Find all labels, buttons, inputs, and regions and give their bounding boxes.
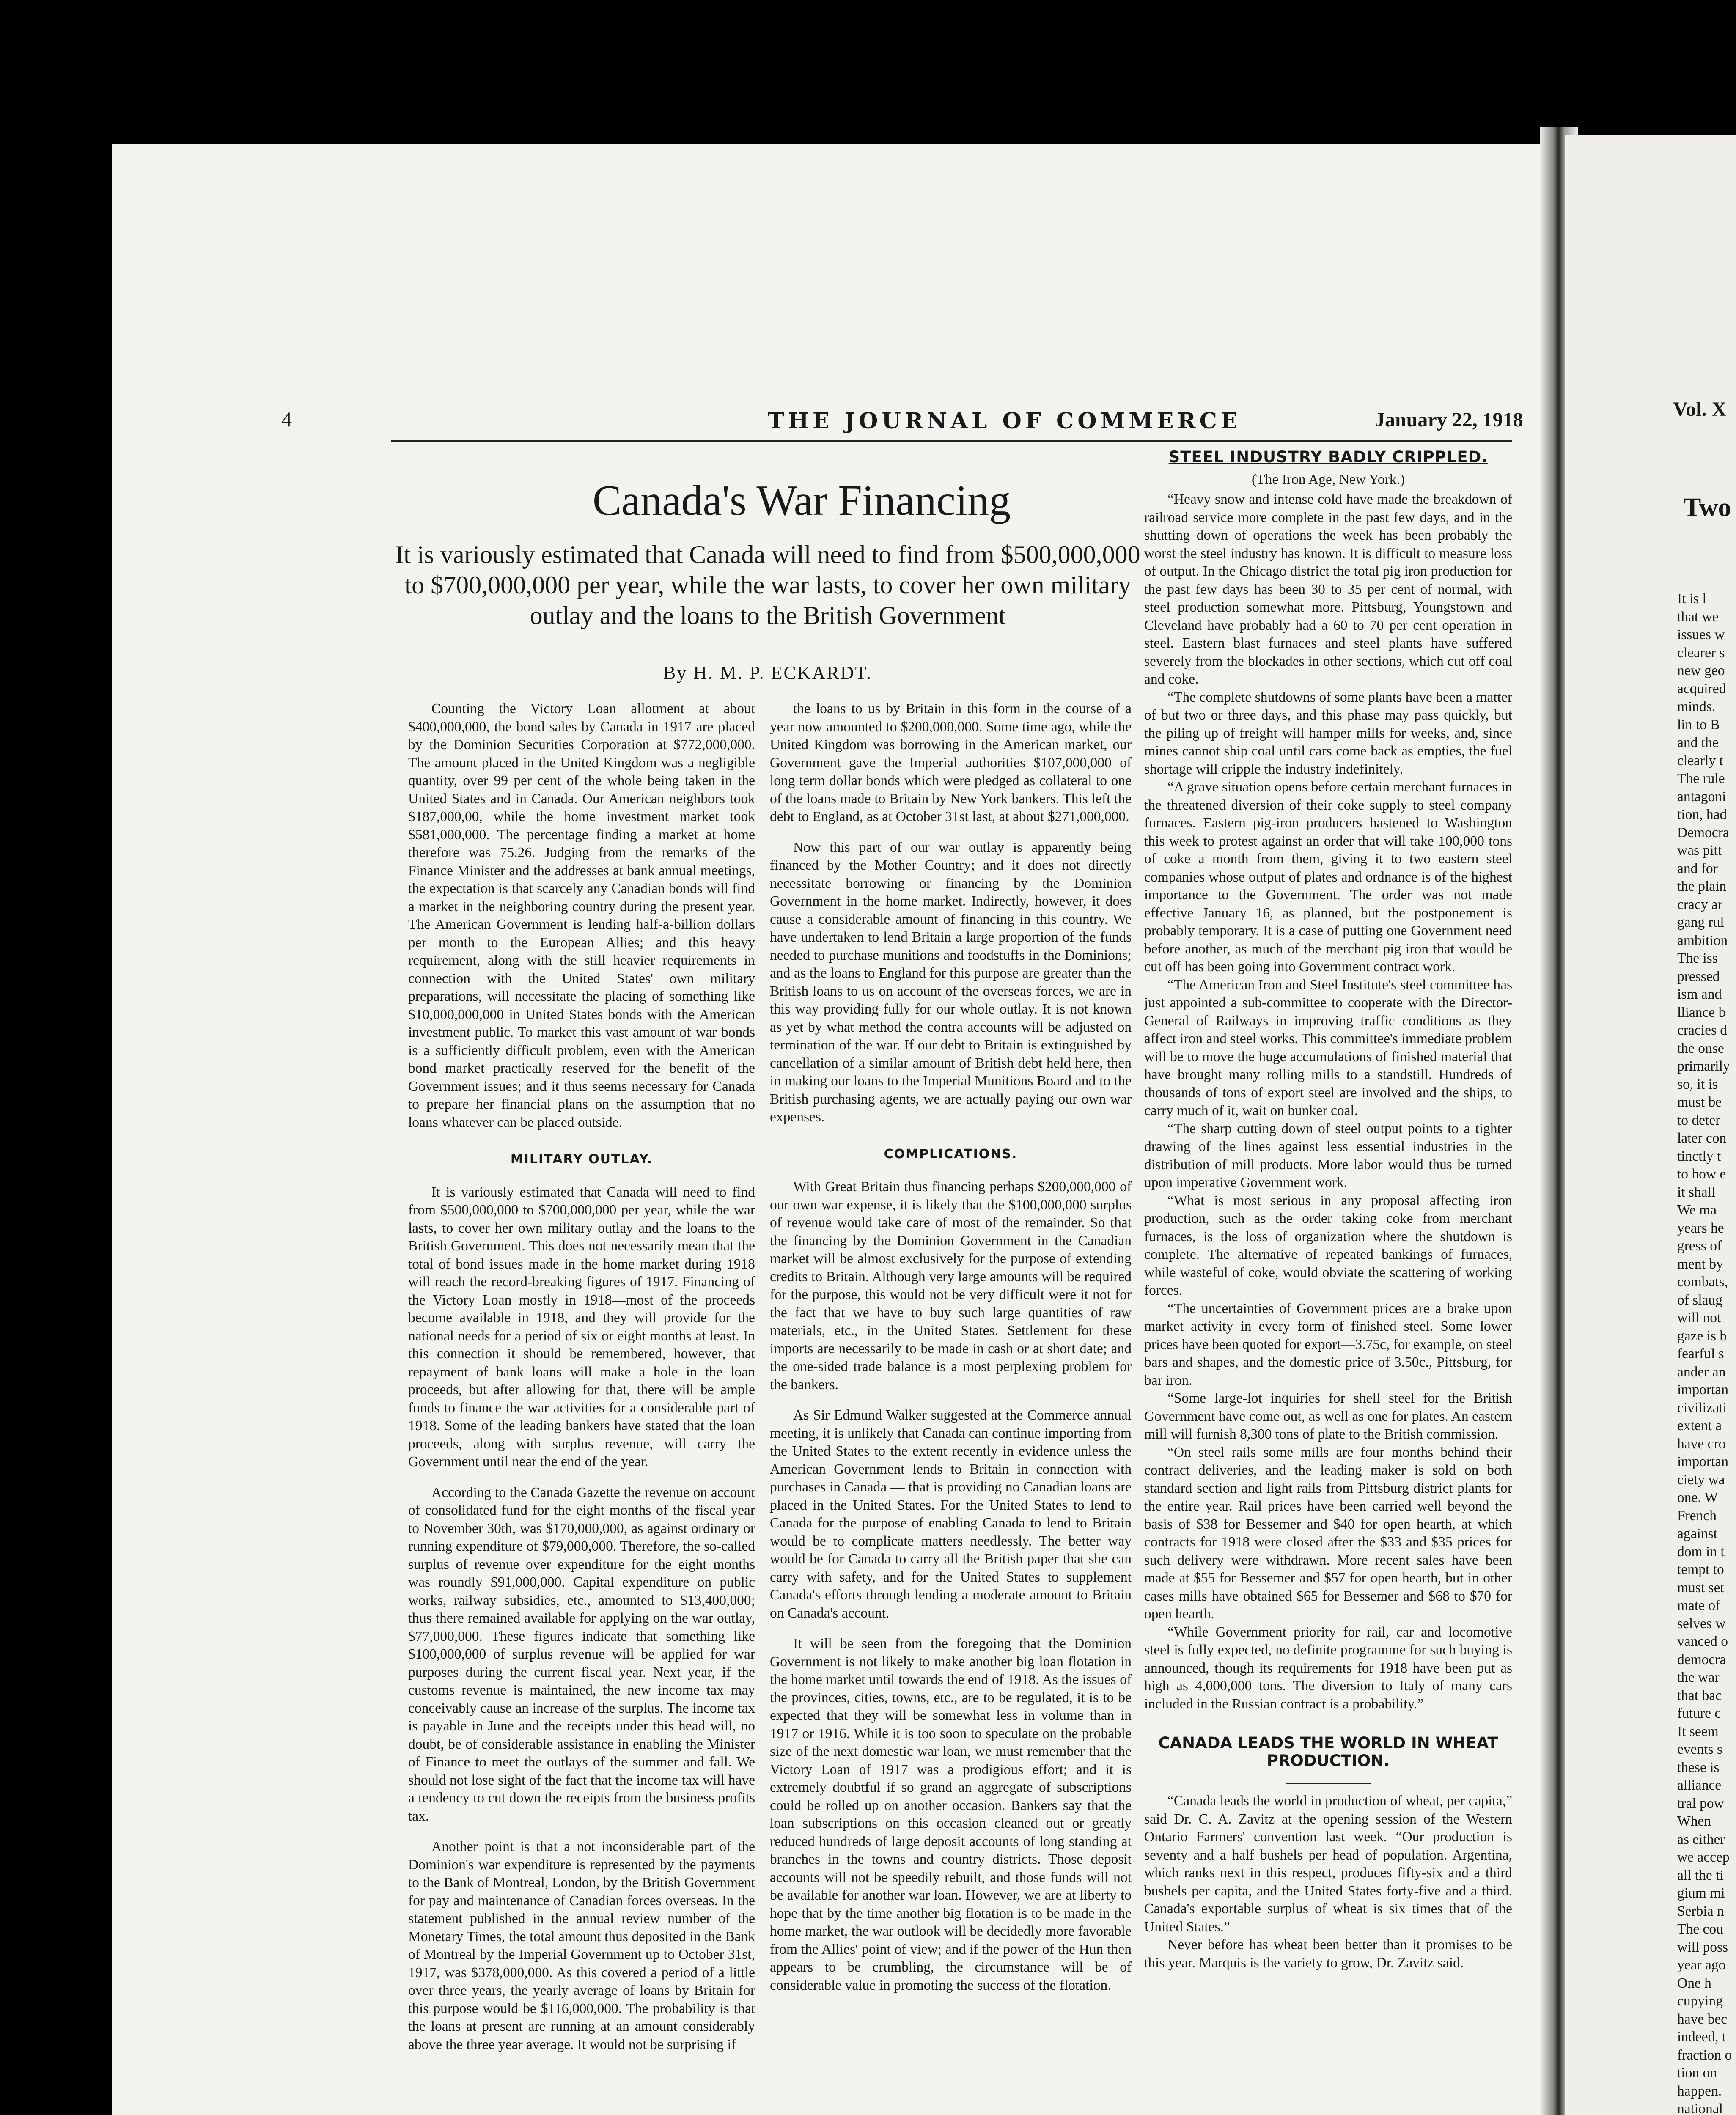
next-page-line: that we: [1677, 609, 1719, 625]
paragraph: With Great Britain thus financing perhaps $200,000,000 of our own war expense, it is likely that the $100,000,000 surplus of revenue would take care of most of the remainder. So that the financing by the Dominion Government in the Canadian market will be almost exclusively for the purpose of extending credits to Britain. Although very large amounts will be required for the purpose, this would not be very difficult were it not for the fact that we have to buy such large quantities of raw materials, etc., in the United States. Settlement for these imports are necessarily to be made in cash or at short date; and the one-sided trade balance is a most perplexing problem for the bankers.: [770, 1179, 1132, 1393]
next-page-line: It seem: [1677, 1723, 1719, 1739]
next-page-line: national: [1677, 2101, 1723, 2115]
next-page-line: against: [1677, 1526, 1717, 1541]
next-page-line: must be: [1677, 1094, 1722, 1110]
paragraph: “Heavy snow and intense cold have made the breakdown of railroad service more complete in the past few days, and in the shutting down of operations the week has been probably the worst the steel industry has known. It is difficult to measure loss of output. In the Chicago district the total pig iron production for the past few days has been 30 to 35 per cent of normal, with steel production somewhat more. Pittsburg, Youngstown and Cleveland have probably had a 60 to 70 per cent operation in steel. Eastern blast furnaces and steel plants have suffered severely from the blockades in other sections, which cut off coal and coke.: [1144, 492, 1512, 687]
next-page-line: cracies d: [1677, 1022, 1728, 1038]
next-page-line: and for: [1677, 860, 1718, 876]
paragraph: “The complete shutdowns of some plants have been a matter of but two or three days, and this phase may pass quickly, but the piling up of freight will hamper mills for weeks, and, since mines cannot ship coal until cars come back as empties, the fuel shortage will cripple the industry indefinitely.: [1144, 689, 1512, 777]
next-page-line: combats,: [1677, 1274, 1728, 1290]
next-page-line: vanced o: [1677, 1634, 1728, 1649]
issue-date: January 22, 1918: [1375, 409, 1523, 431]
next-page-line: It is l: [1677, 591, 1706, 607]
next-page-line: We ma: [1677, 1202, 1717, 1218]
next-page-line: we accep: [1677, 1849, 1730, 1865]
wheat-headline: CANADA LEADS THE WORLD IN WHEAT PRODUCTION.: [1158, 1734, 1498, 1770]
next-page-line: later con: [1677, 1130, 1727, 1146]
next-page-line: importan: [1677, 1454, 1728, 1470]
steel-headline: STEEL INDUSTRY BADLY CRIPPLED.: [1168, 448, 1488, 466]
next-page-line: ism and: [1677, 986, 1722, 1002]
column-3: [1144, 448, 1512, 1972]
paragraph: “What is most serious in any proposal affecting iron production, such as the order taking coke from merchant furnaces, is the loss of organization where the shutdown is complete. The alternative of repeated bankings of furnaces, while wasteful of coke, would obviate the scattering of working forces.: [1144, 1192, 1512, 1298]
next-page-line: to how e: [1677, 1166, 1726, 1182]
paragraph: It is variously estimated that Canada will need to find from $500,000,000 to $700,000,000 per year, while the war lasts, to cover her own military outlay and the loans to the British Government. This does not necessarily mean that the total of bond issues made in the home market during 1918 will reach the record-breaking figures of 1917. Financing of the Victory Loan mostly in 1918—most of the proceeds become available in 1918, and they will provide for the national needs for a period of six or eight months at least. In this connection it should be remembered, however, that repayment of bank loans will make a hole in the loan proceeds, but after allowing for that, there will be ample funds to finance the war activities for a considerable part of 1918. Some of the leading bankers have stated that the loan proceeds, along with surplus revenue, will carry the Government until near the end of the year.: [408, 1184, 755, 1470]
next-page-line: the war: [1677, 1670, 1720, 1685]
paragraph: Never before has wheat been better than it promises to be this year. Marquis is the variety to grow, Dr. Zavitz said.: [1144, 1937, 1512, 1971]
next-page-line: gaze is b: [1677, 1328, 1727, 1344]
next-page-line: happen.: [1677, 2083, 1722, 2099]
next-page-line: cracy ar: [1677, 896, 1722, 912]
paragraph: “The uncertainties of Government prices are a brake upon market activity in every form of finished steel. Some lower prices have been quoted for export—3.75c, for example, on steel bars and shapes, and the domestic price of 3.50c., Pittsburg, for bar iron.: [1144, 1300, 1512, 1388]
column-2: [770, 700, 1132, 1994]
steel-source: (The Iron Age, New York.): [1252, 471, 1405, 487]
next-page-line: the onse: [1677, 1040, 1724, 1056]
next-page-line: ment by: [1677, 1256, 1723, 1272]
next-page-line: acquired: [1677, 681, 1726, 697]
next-page-line: The iss: [1677, 950, 1718, 966]
section-heading-complications: COMPLICATIONS.: [884, 1146, 1018, 1162]
next-page-line: lliance b: [1677, 1004, 1726, 1020]
paragraph: Another point is that a not inconsiderable part of the Dominion's war expenditure is represented by the payments to the Bank of Montreal, London, by the British Government for pay and maintenance of Canadian forces overseas. In the statement published in the annual review number of the Monetary Times, the total amount thus deposited in the Bank of Montreal by the Imperial Government up to October 31st, 1917, was $378,000,000. As this covered a period of a little over three years, the yearly average of loans by Britain for this purpose would be $116,000,000. The probability is that the loans at present are running at an amount considerably above the three year average. It would not be surprising if: [408, 1839, 755, 2052]
next-page-line: and the: [1677, 735, 1719, 750]
next-page-line: lin to B: [1677, 717, 1720, 733]
next-page-line: tinctly t: [1677, 1148, 1721, 1164]
next-page-line: clearer s: [1677, 645, 1725, 661]
next-page-line: Serbia n: [1677, 1903, 1724, 1919]
next-page-line: dom in t: [1677, 1544, 1725, 1560]
next-page-line: tral pow: [1677, 1795, 1724, 1811]
next-page-line: events s: [1677, 1741, 1722, 1757]
next-page-line: importan: [1677, 1382, 1728, 1398]
next-page-line: it shall: [1677, 1184, 1716, 1200]
paragraph: “The American Iron and Steel Institute's steel committee has just appointed a sub-committee to cooperate with the Director-General of Railways in improving traffic conditions as they affect iron and steel works. This committee's immediate problem will be to move the huge accumulations of finished material that have brought many rolling mills to a standstill. Hundreds of thousands of tons of export steel are involved and the ships, to carry much of it, wait on bunker coal.: [1144, 977, 1512, 1118]
next-page-line: French: [1677, 1508, 1717, 1524]
next-page-line: will not: [1677, 1310, 1721, 1326]
next-page-line: have cro: [1677, 1436, 1726, 1452]
next-page-line: issues w: [1677, 627, 1725, 643]
next-page-line: clearly t: [1677, 753, 1723, 769]
next-page-title: Two: [1684, 493, 1731, 522]
next-page-line: tempt to: [1677, 1562, 1724, 1577]
next-page-line: the plain: [1677, 879, 1727, 894]
next-page-line: antagoni: [1677, 788, 1726, 805]
next-page-line: primarily: [1677, 1058, 1730, 1074]
next-page-line: mate of: [1677, 1598, 1720, 1613]
section-heading-military: MILITARY OUTLAY.: [510, 1152, 653, 1167]
paragraph: “Some large-lot inquiries for shell steel for the British Government have come out, as well as one for plates. An eastern mill will furnish 8,300 tons of plate to the British commission.: [1144, 1390, 1512, 1442]
paragraph: As Sir Edmund Walker suggested at the Commerce annual meeting, it is unlikely that Canada can continue importing from the United States to the extent recently in evidence unless the American Government lends to Britain in connection with purchases in Canada — that is providing no Canadian loans are placed in the United States. For the United States to lend to Canada for the purpose of enabling Canada to lend to Britain would be to complicate matters needlessly. The better way would be for Canada to carry all the British paper that she can carry with safety, and for the United States to supplement Canada's efforts through lending a moderate amount to Britain on Canada's account.: [770, 1407, 1132, 1621]
paragraph: According to the Canada Gazette the revenue on account of consolidated fund for the eight months of the fiscal year to November 30th, was $170,000,000, as against ordinary or running expenditure of $79,000,000. Therefore, the so-called surplus of revenue over expenditure for the eight months was roundly $91,000,000. Capital expenditure on public works, railway subsidies, etc., amounted to $13,400,000; thus there remained available for applying on the war outlay, $77,000,000. These figures indicate that something like $100,000,000 of surplus revenue will be applied for war purposes during the current fiscal year. Next year, if the customs revenue is maintained, the new income tax may conceivably cause an increase of the surplus. The income tax is payable in June and the receipts under this head will, no doubt, be of considerable assistance in enabling the Minister of Finance to meet the outlays of the summer and fall. We should not lose sight of the fact that the income tax will have a tendency to cut down the receipts from the business profits tax.: [408, 1484, 755, 1824]
next-page-line: pressed: [1677, 968, 1720, 984]
next-page-line: gium mi: [1677, 1885, 1725, 1901]
next-page-line: all the ti: [1677, 1867, 1724, 1883]
next-page-volume: Vol. X: [1673, 398, 1727, 420]
next-page-line: democra: [1677, 1651, 1726, 1667]
paragraph: “While Government priority for rail, car and locomotive steel is fully expected, no definite programme for such buying is announced, though its requirements for 1918 have been put as high as 4,000,000 tons. The diversion to Italy of many cars included in the Russian contract is a probability.”: [1144, 1624, 1512, 1712]
paragraph: It will be seen from the foregoing that the Dominion Government is not likely to make another big loan flotation in the home market until towards the end of 1918. As the issues of the provinces, cities, towns, etc., are to be regulated, it is to be expected that they will be somewhat less in volume than in 1917 or 1916. While it is too soon to speculate on the probable size of the next domestic war loan, we must remember that the Victory Loan of 1917 was a prodigious effort; and it is extremely doubtful if so grand an aggregate of subscriptions could be rolled up on another occasion. Bankers say that the loan subscriptions on this occasion cleaned out or greatly reduced hundreds of large deposit accounts of long standing at branches in the towns and country districts. Those deposit accounts will not be speedily rebuilt, and those funds will not be available for another war loan. However, we are at liberty to hope that by the time another big flotation is to be made in the home market, the war outlook will be decidedly more favorable from the Allies' point of view; and if the power of the Hun then appears to be crumbling, the circumstance will be of considerable value in promoting the success of the flotation.: [770, 1636, 1132, 1993]
paragraph: “A grave situation opens before certain merchant furnaces in the threatened diversion of their coke supply to steel company furnaces. Eastern pig-iron producers hastened to Washington this week to protest against an order that will take 100,000 tons of coke a month from them, giving it to two eastern steel companies whose output of plates and ordnance is of the highest importance to the Government. The order was not made effective January 16, as planned, but the postponement is probably temporary. It is a case of putting one Government need before another, as much of the merchant pig iron that would be cut off has been going into Government contract work.: [1144, 779, 1512, 975]
next-page-line: alliance: [1677, 1777, 1722, 1793]
next-page-line: Democra: [1677, 824, 1729, 841]
newspaper-page: [112, 144, 1552, 2115]
next-page-line: gress of: [1677, 1238, 1722, 1254]
masthead: THE JOURNAL OF COMMERCE: [768, 408, 1242, 434]
next-page-text-fragments: [1677, 590, 1736, 2115]
next-page-line: The cou: [1677, 1921, 1723, 1937]
next-page-line: tion on: [1677, 2065, 1717, 2081]
next-page-line: new geo: [1677, 663, 1725, 678]
next-page-line: ander an: [1677, 1364, 1726, 1380]
next-page-line: will poss: [1677, 1939, 1728, 1955]
next-page-line: was pitt: [1677, 843, 1722, 858]
next-page-line: so, it is: [1677, 1076, 1718, 1092]
column-1-top: [408, 700, 755, 2054]
next-page-line: these is: [1677, 1759, 1720, 1775]
next-page-line: future c: [1677, 1706, 1721, 1721]
next-page-line: one. W: [1677, 1490, 1718, 1505]
article-byline: By H. M. P. ECKARDT.: [663, 662, 873, 683]
next-page-line: that bac: [1677, 1687, 1722, 1703]
paragraph: “Canada leads the world in production of wheat, per capita,” said Dr. C. A. Zavitz at the opening session of the Western Ontario Farmers' convention last week. “Our production is seventy and a half bushels per head of population. Argentina, which ranks next in this respect, produces fifty-six and a third bushels per capita, and the United States forty-five and a third. Canada's exportable surplus of wheat is six times that of the United States.”: [1144, 1793, 1512, 1935]
headline-rule: [1286, 1783, 1371, 1784]
paragraph: Counting the Victory Loan allotment at about $400,000,000, the bond sales by Canada in 1917 are placed by the Dominion Securities Corporation at $772,000,000. The amount placed in the United Kingdom was a negligible quantity, over 99 per cent of the whole being taken in the United States and in Canada. Our American neighbors took $187,000,00, while the home investment market took $581,000,000. The percentage finding a market at home therefore was 75.26. Judging from the remarks of the Finance Minister and the addresses at bank annual meetings, the expectation is that scarcely any Canadian bonds will find a market in the neighboring country during the present year. The American Government is lending half-a-billion dollars per month to the European Allies; and this heavy requirement, along with the still heavier requirements in connection with the United States' own military preparations, will necessitate the placing of something like $10,000,000,000 in United States bonds with the American investment public. To market this vast amount of war bonds is a sufficiently difficult problem, even with the American bond market practically reserved for the benefit of the Government issues; and it thus seems necessary for Canada to prepare her financial plans on the assumption that no loans whatever can be placed outside.: [408, 701, 755, 1130]
next-page-line: years he: [1677, 1220, 1724, 1236]
next-page-line: have bec: [1677, 2011, 1728, 2027]
page-number: 4: [281, 407, 292, 431]
next-page-line: fraction o: [1677, 2047, 1732, 2063]
paragraph: Now this part of our war outlay is apparently being financed by the Mother Country; and it does not directly necessitate borrowing or financing by the Dominion Government in the home market. Indirectly, however, it does cause a considerable amount of financing in this country. We have undertaken to lend Britain a large proportion of the funds needed to purchase munitions and foodstuffs in the Dominions; and as the loans to England for this purpose are greater than the British loans to us on account of the overseas forces, we are in this way providing fully for our whole outlay. It is not known as yet by what method the contra accounts will be adjusted on termination of the war. If our debt to Britain is extinguished by cancellation of a similar amount of British debt held here, then in making our loans to the Imperial Munitions Board and to the British purchasing agents, we are actually paying our own war expenses.: [770, 839, 1132, 1125]
next-page-line: fearful s: [1677, 1346, 1724, 1362]
article-title: Canada's War Financing: [592, 477, 1011, 525]
header-rule: [391, 440, 1512, 442]
next-page-line: as either: [1677, 1831, 1725, 1847]
paragraph: “On steel rails some mills are four months behind their contract deliveries, and the leading maker is sold on both standard section and light rails from Pittsburg district plants for the entire year. Rail prices have been carried well beyond the basis of $38 for Bessemer and $40 for open hearth, at which contracts for 1918 were closed after the $33 and $35 prices for such delivery were withdrawn. More recent sales have been made at $55 for Bessemer and $57 for open hearth, but in other cases mills have obtained $65 for Bessemer and $68 to $70 for open hearth.: [1144, 1444, 1512, 1622]
next-page-line: to deter: [1677, 1112, 1720, 1128]
next-page-line: The rule: [1677, 771, 1725, 786]
next-page-line: must set: [1677, 1579, 1724, 1596]
next-page-line: minds.: [1677, 699, 1716, 714]
next-page-line: civilizati: [1677, 1400, 1727, 1416]
next-page-line: One h: [1677, 1975, 1711, 1991]
next-page-line: of slaug: [1677, 1292, 1722, 1308]
next-page-line: extent a: [1677, 1418, 1722, 1434]
paragraph: “The sharp cutting down of steel output points to a tighter drawing of the lines against less essential industries in the distribution of mill products. More labor would thus be turned upon imperative Government work.: [1144, 1121, 1512, 1190]
next-page-line: When: [1677, 1813, 1711, 1829]
paragraph: the loans to us by Britain in this form in the course of a year now amounted to $200,000,000. Some time ago, while the United Kingdom was borrowing in the American market, our Government gave the Imperial authorities $107,000,000 of long term dollar bonds which were pledged as collateral to one of the loans made to Britain by New York bankers. This left the debt to England, as at October 31st last, at about $271,000,000.: [770, 701, 1132, 824]
next-page-line: ambition: [1677, 932, 1728, 948]
article-subtitle: It is variously estimated that Canada will need to find from $500,000,000 to $700,000,000 per year, while the war lasts, to cover her own military outlay and the loans to the British Government: [395, 541, 1140, 629]
next-page-line: ciety wa: [1677, 1472, 1725, 1488]
next-page-line: selves w: [1677, 1615, 1726, 1632]
next-page-line: gang rul: [1677, 915, 1724, 930]
next-page-line: indeed, t: [1677, 2029, 1726, 2045]
next-page-edge: [1565, 135, 1736, 2115]
next-page-line: cupying: [1677, 1993, 1723, 2009]
next-page-line: tion, had: [1677, 807, 1727, 822]
next-page-line: year ago: [1677, 1957, 1726, 1973]
